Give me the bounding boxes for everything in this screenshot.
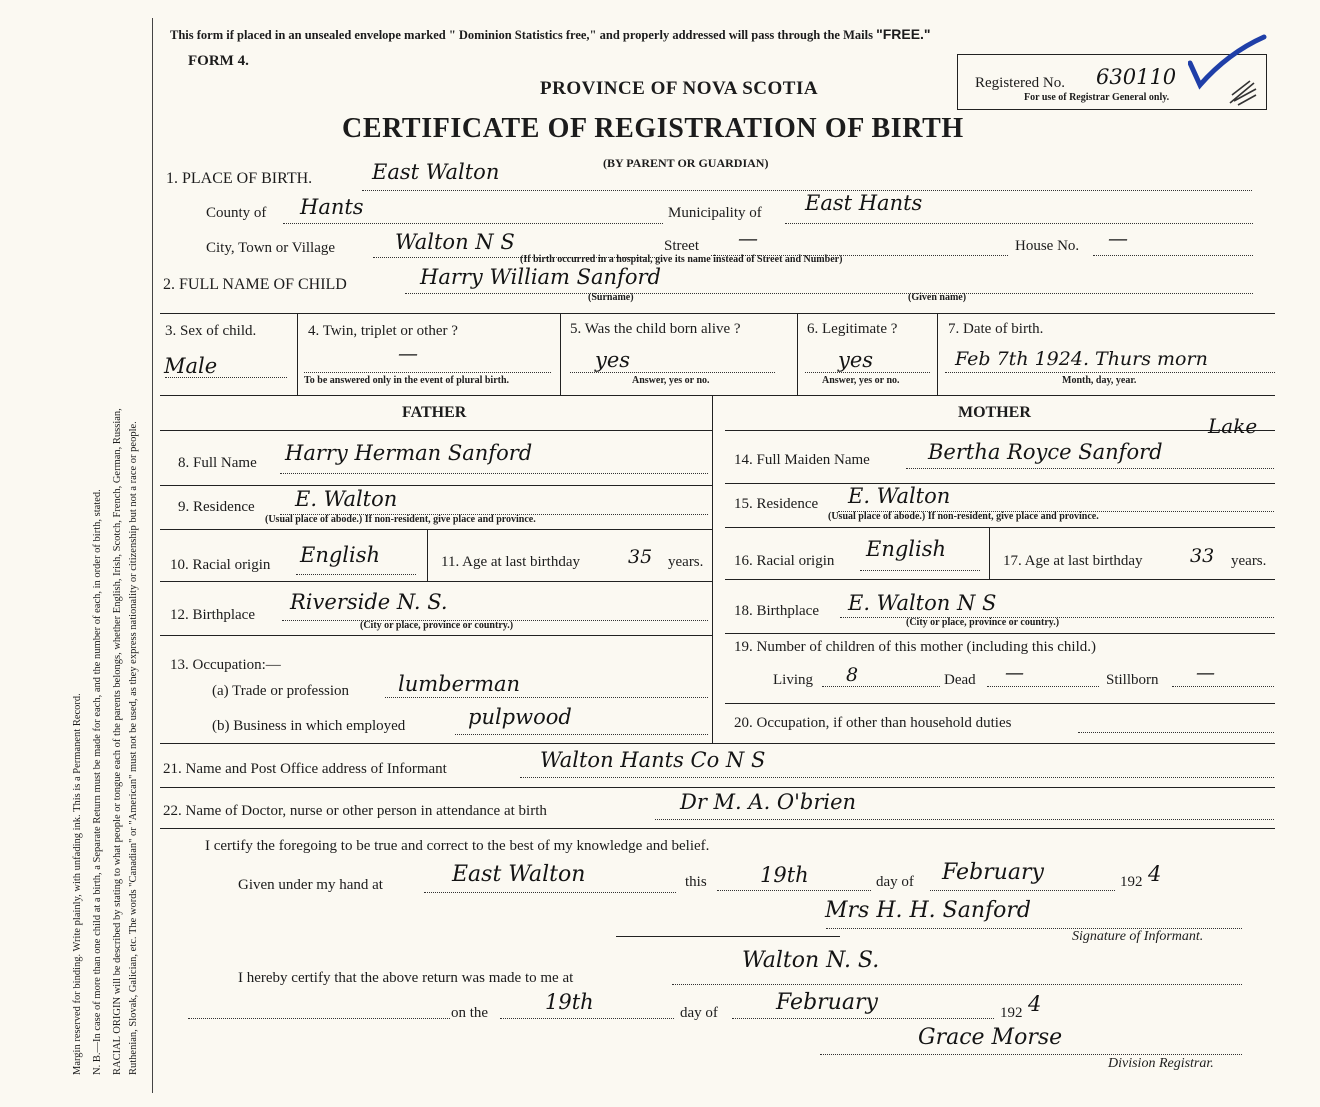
place-of-birth-label: 1. PLACE OF BIRTH. bbox=[166, 170, 313, 187]
street-label: Street bbox=[664, 238, 699, 254]
sex-label: 3. Sex of child. bbox=[165, 323, 257, 339]
certify-text: I certify the foregoing to be true and correct to the best of my knowledge and belief. bbox=[205, 838, 710, 854]
registrar-signature: Grace Morse bbox=[918, 1025, 1063, 1050]
margin-note-2: N. B.—In case of more than one child at a birth, a Separate Return must be made for each, and the number of each, in order of birth, stated. bbox=[92, 489, 103, 1075]
registrar-place: Walton N. S. bbox=[742, 948, 880, 973]
page-subtitle: (BY PARENT OR GUARDIAN) bbox=[603, 156, 769, 170]
registrar-on-line-left bbox=[188, 1018, 450, 1019]
dob-label: 7. Date of birth. bbox=[948, 321, 1044, 337]
father-business-label: (b) Business in which employed bbox=[212, 718, 406, 734]
father-name-label: 8. Full Name bbox=[178, 455, 257, 471]
city-value: Walton N S bbox=[395, 230, 515, 254]
registrar-text: I hereby certify that the above return was made to me at bbox=[238, 970, 574, 986]
county-line bbox=[283, 223, 663, 224]
stillborn-label: Stillborn bbox=[1106, 672, 1159, 688]
given-day-line bbox=[717, 890, 871, 891]
given-day-of-label: day of bbox=[876, 874, 914, 890]
dob-line bbox=[945, 372, 1275, 373]
father-name-value: Harry Herman Sanford bbox=[285, 441, 533, 465]
surname-note: (Surname) bbox=[588, 292, 634, 303]
registrar-month: February bbox=[776, 990, 878, 1015]
mother-name-line bbox=[906, 468, 1274, 469]
mother-name-correction: Lake bbox=[1208, 414, 1258, 438]
informant-signature-label: Signature of Informant. bbox=[1072, 929, 1204, 944]
informant-value: Walton Hants Co N S bbox=[540, 748, 766, 772]
twin-value: — bbox=[398, 341, 418, 365]
doctor-label: 22. Name of Doctor, nurse or other person in attendance at birth bbox=[163, 803, 547, 819]
county-value: Hants bbox=[300, 195, 364, 219]
given-year-digit: 4 bbox=[1148, 862, 1162, 886]
rule-21 bbox=[160, 787, 1275, 788]
legitimate-value: yes bbox=[838, 348, 874, 372]
father-heading: FATHER bbox=[402, 404, 467, 421]
rule-10 bbox=[160, 581, 712, 582]
child-name-value: Harry William Sanford bbox=[420, 265, 661, 289]
sex-value: Male bbox=[164, 354, 218, 378]
father-age-value: 35 bbox=[628, 546, 653, 568]
divider-5-6 bbox=[797, 313, 798, 395]
legitimate-line bbox=[805, 372, 930, 373]
margin-rule bbox=[152, 18, 153, 1093]
given-year-prefix: 192 bbox=[1120, 874, 1143, 890]
given-month-line bbox=[930, 890, 1115, 891]
house-no-line bbox=[1093, 255, 1253, 256]
registrar-year-digit: 4 bbox=[1028, 992, 1042, 1016]
mother-age-value: 33 bbox=[1190, 545, 1215, 567]
divider-10-11 bbox=[427, 529, 428, 581]
top-notice-text: This form if placed in an unsealed envelope marked " Dominion Statistics free," and properly addressed will pass through the Mails bbox=[170, 28, 873, 42]
county-label: County of bbox=[206, 205, 267, 221]
father-residence-value: E. Walton bbox=[295, 487, 398, 511]
top-notice-free: "FREE." bbox=[876, 26, 931, 42]
registrar-day: 19th bbox=[545, 990, 594, 1014]
stamp-scribble-icon bbox=[1228, 77, 1258, 107]
rule-12 bbox=[160, 635, 712, 636]
mother-birthplace-label: 18. Birthplace bbox=[734, 603, 819, 619]
mother-birthplace-note: (City or place, province or country.) bbox=[906, 617, 1060, 628]
place-of-birth-value: East Walton bbox=[372, 160, 500, 184]
mother-racial-value: English bbox=[866, 537, 947, 561]
registrar-on-the-label: on the bbox=[451, 1005, 489, 1021]
sex-line bbox=[165, 377, 287, 378]
father-age-suffix: years. bbox=[668, 554, 704, 570]
top-notice bbox=[170, 26, 931, 43]
rule-certify bbox=[616, 936, 840, 937]
stillborn-line bbox=[1172, 686, 1274, 687]
municipality-value: East Hants bbox=[805, 191, 923, 215]
given-month: February bbox=[942, 860, 1044, 885]
twin-line bbox=[304, 372, 551, 373]
page-title: CERTIFICATE OF REGISTRATION OF BIRTH bbox=[342, 113, 964, 144]
father-trade-line bbox=[385, 697, 708, 698]
father-racial-label: 10. Racial origin bbox=[170, 557, 271, 573]
house-no-value: — bbox=[1108, 226, 1128, 250]
child-name-line bbox=[405, 293, 1253, 294]
stillborn-value: — bbox=[1196, 662, 1215, 684]
margin-note-4: Ruthenian, Slovak, Galician, etc. The words "Canadian" or "American" must not be used, as they express nationality or citizenship but not a race or people. bbox=[128, 421, 139, 1075]
mother-residence-value: E. Walton bbox=[848, 484, 951, 508]
alive-value: yes bbox=[595, 348, 631, 372]
alive-label: 5. Was the child born alive ? bbox=[570, 321, 741, 337]
father-name-line bbox=[280, 473, 708, 474]
registrar-day-line bbox=[500, 1018, 674, 1019]
divider-3-4 bbox=[297, 313, 298, 395]
legitimate-note: Answer, yes or no. bbox=[822, 375, 900, 386]
father-birthplace-note: (City or place, province or country.) bbox=[360, 620, 514, 631]
divider-16-17 bbox=[989, 527, 990, 579]
form-number: FORM 4. bbox=[188, 53, 249, 69]
living-line bbox=[822, 686, 940, 687]
divider-4-5 bbox=[560, 313, 561, 395]
alive-line bbox=[570, 372, 775, 373]
given-name-note: (Given name) bbox=[908, 292, 967, 303]
rule-19 bbox=[725, 703, 1275, 704]
father-birthplace-value: Riverside N. S. bbox=[290, 590, 448, 614]
rule-row3-bottom bbox=[160, 395, 1275, 396]
mother-residence-label: 15. Residence bbox=[734, 496, 819, 512]
father-trade-label: (a) Trade or profession bbox=[212, 683, 350, 699]
mother-heading: MOTHER bbox=[958, 404, 1031, 421]
informant-label: 21. Name and Post Office address of Informant bbox=[163, 761, 447, 777]
registrar-signature-line bbox=[820, 1054, 1242, 1055]
rule-heading bbox=[160, 430, 712, 431]
rule-14 bbox=[725, 483, 1275, 484]
mother-name-label: 14. Full Maiden Name bbox=[734, 452, 870, 468]
father-age-label: 11. Age at last birthday bbox=[441, 554, 580, 570]
father-business-line bbox=[455, 734, 708, 735]
parents-divider bbox=[712, 395, 713, 743]
twin-note: To be answered only in the event of plural birth. bbox=[304, 375, 510, 386]
mother-occupation-line bbox=[1078, 732, 1274, 733]
mother-birthplace-value: E. Walton N S bbox=[848, 591, 997, 615]
informant-line bbox=[520, 777, 1274, 778]
alive-note: Answer, yes or no. bbox=[632, 375, 710, 386]
mother-occupation-label: 20. Occupation, if other than household duties bbox=[734, 715, 1012, 731]
mother-age-suffix: years. bbox=[1231, 553, 1267, 569]
informant-signature: Mrs H. H. Sanford bbox=[825, 898, 1032, 923]
hospital-note: (If birth occurred in a hospital, give its name instead of Street and Number) bbox=[520, 254, 843, 265]
registrar-signature-label: Division Registrar. bbox=[1108, 1056, 1214, 1071]
rule-15 bbox=[725, 527, 1275, 528]
mother-residence-note: (Usual place of abode.) If non-resident, give place and province. bbox=[828, 511, 1099, 522]
rule-18 bbox=[725, 633, 1275, 634]
province-heading: PROVINCE OF NOVA SCOTIA bbox=[540, 78, 819, 99]
father-racial-line bbox=[296, 574, 416, 575]
registrar-year-prefix: 192 bbox=[1000, 1005, 1023, 1021]
dead-line bbox=[987, 686, 1099, 687]
father-business-value: pulpwood bbox=[468, 705, 572, 729]
registered-note: For use of Registrar General only. bbox=[1024, 92, 1170, 103]
given-label: Given under my hand at bbox=[238, 877, 383, 893]
mother-children-label: 19. Number of children of this mother (including this child.) bbox=[734, 639, 1097, 655]
mother-name-value: Bertha Royce Sanford bbox=[928, 440, 1163, 464]
rule-heading-right bbox=[725, 430, 1275, 431]
doctor-value: Dr M. A. O'brien bbox=[680, 790, 857, 814]
municipality-line bbox=[785, 223, 1253, 224]
house-no-label: House No. bbox=[1015, 238, 1080, 254]
dob-value: Feb 7th 1924. Thurs morn bbox=[955, 348, 1208, 370]
given-place-line bbox=[424, 892, 676, 893]
street-value: — bbox=[738, 226, 758, 250]
divider-6-7 bbox=[937, 313, 938, 395]
mother-age-label: 17. Age at last birthday bbox=[1003, 553, 1143, 569]
legitimate-label: 6. Legitimate ? bbox=[807, 321, 898, 337]
child-name-label: 2. FULL NAME OF CHILD bbox=[163, 276, 347, 293]
father-residence-label: 9. Residence bbox=[178, 499, 255, 515]
dead-label: Dead bbox=[944, 672, 976, 688]
municipality-label: Municipality of bbox=[668, 205, 762, 221]
twin-label: 4. Twin, triplet or other ? bbox=[308, 323, 458, 339]
given-this-label: this bbox=[685, 874, 707, 890]
dob-note: Month, day, year. bbox=[1062, 375, 1137, 386]
living-value: 8 bbox=[846, 664, 859, 686]
margin-note-1: Margin reserved for binding. Write plainly, with unfading ink. This is a Permanent Record. bbox=[72, 693, 83, 1075]
mother-racial-line bbox=[860, 570, 980, 571]
father-trade-value: lumberman bbox=[398, 672, 521, 696]
registrar-day-of-label: day of bbox=[680, 1005, 718, 1021]
registrar-month-line bbox=[732, 1018, 994, 1019]
rule-16 bbox=[725, 579, 1275, 580]
rule-row3-top bbox=[160, 313, 1275, 314]
registrar-place-line bbox=[672, 984, 1242, 985]
city-label: City, Town or Village bbox=[206, 240, 336, 256]
doctor-line bbox=[655, 819, 1274, 820]
rule-22 bbox=[160, 828, 1275, 829]
dead-value: — bbox=[1005, 662, 1024, 684]
rule-parents-bottom bbox=[160, 743, 1275, 744]
father-racial-value: English bbox=[300, 543, 381, 567]
father-birthplace-label: 12. Birthplace bbox=[170, 607, 255, 623]
living-label: Living bbox=[773, 672, 813, 688]
margin-note-3: RACIAL ORIGIN will be described by stating to what people or tongue each of the parents belongs, whether English, Irish, Scotch, French, German, Russian, bbox=[112, 408, 123, 1075]
father-residence-note: (Usual place of abode.) If non-resident, give place and province. bbox=[265, 514, 536, 525]
rule-8 bbox=[160, 485, 712, 486]
registered-box bbox=[957, 54, 1267, 110]
registered-label: Registered No. bbox=[975, 75, 1065, 91]
mother-racial-label: 16. Racial origin bbox=[734, 553, 835, 569]
registered-number: 630110 bbox=[1096, 65, 1177, 89]
rule-9 bbox=[160, 529, 712, 530]
father-occupation-label: 13. Occupation:— bbox=[170, 657, 281, 673]
given-day: 19th bbox=[760, 863, 809, 887]
given-place: East Walton bbox=[452, 862, 586, 887]
